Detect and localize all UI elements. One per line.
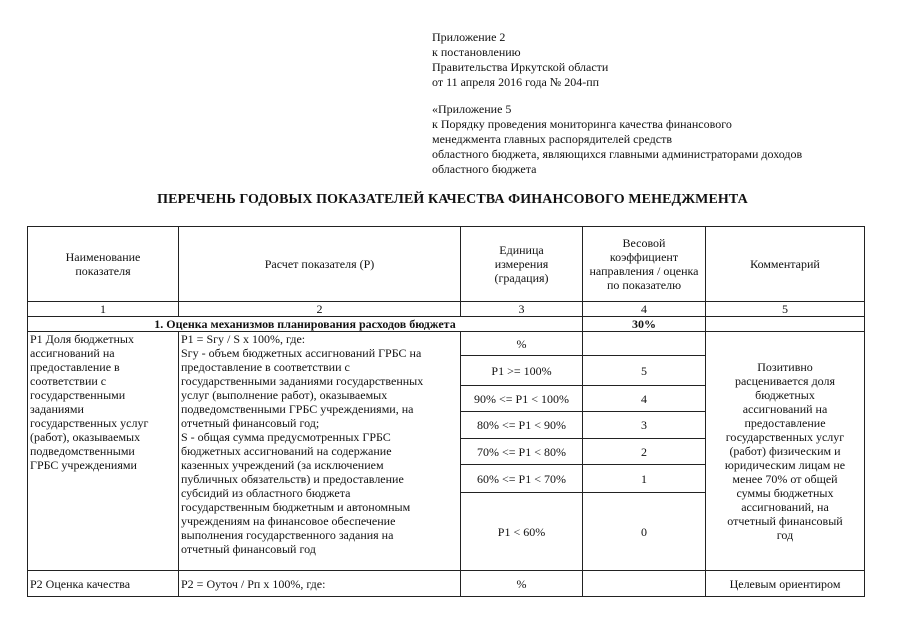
appendix5-line1: «Приложение 5 (432, 102, 512, 116)
p2-weight-empty (583, 571, 706, 597)
p1-gradation-range: Р1 >= 100% (461, 356, 583, 386)
appendix2-line2: к постановлению (432, 45, 521, 59)
p2-comment: Целевым ориентиром (706, 571, 865, 597)
p1-gradation-score: 0 (583, 493, 706, 571)
p1-gradation-score: 2 (583, 439, 706, 465)
section1-row (28, 317, 865, 332)
appendix5-line5: областного бюджета (432, 162, 537, 176)
table-header-row (28, 227, 865, 302)
section1-title: 1. Оценка механизмов планирования расходов бюджета (28, 317, 583, 332)
header-calc: Расчет показателя (Р) (179, 227, 461, 302)
p1-gradation-range: 80% <= Р1 < 90% (461, 412, 583, 439)
column-number-3: 3 (461, 302, 583, 317)
p1-comment: Позитивно расценивается доля бюджетных ассигнований на предоставление государственных услуг (работ) физическим и юридическим лицам не менее 70% от общей суммы бюджетных ассигнований, на отчетный финансовый год (706, 332, 865, 571)
column-number-5: 5 (706, 302, 865, 317)
p1-unit-label: % (461, 332, 583, 356)
p1-gradation-score: 5 (583, 356, 706, 386)
header-spacer (432, 90, 892, 102)
document-title: ПЕРЕЧЕНЬ ГОДОВЫХ ПОКАЗАТЕЛЕЙ КАЧЕСТВА ФИНАНСОВОГО МЕНЕДЖМЕНТА (157, 192, 748, 207)
p1-row (28, 332, 865, 356)
appendix5-line2: к Порядку проведения мониторинга качества финансового (432, 117, 732, 131)
section1-empty (706, 317, 865, 332)
column-number-2: 2 (179, 302, 461, 317)
appendix2-line4: от 11 апреля 2016 года № 204-пп (432, 75, 600, 89)
p1-gradation-range: Р1 < 60% (461, 493, 583, 571)
appendix5-line4: областного бюджета, являющихся главными администраторами доходов (432, 147, 803, 161)
section1-weight: 30% (583, 317, 706, 332)
p1-gradation-range: 70% <= Р1 < 80% (461, 439, 583, 465)
p1-gradation-score: 4 (583, 386, 706, 412)
header-weight: Весовой коэффициент направления / оценка по показателю (583, 227, 706, 302)
p2-name: Р2 Оценка качества (28, 571, 179, 597)
p2-calc: P2 = Оуточ / Рп x 100%, где: (179, 571, 461, 597)
p1-name: Р1 Доля бюджетных ассигнований на предоставление в соответствии с государственными заданиями государственных услуг (работ), оказываемых подведомственными ГРБС учреждениями (28, 332, 179, 571)
column-numbers-row (28, 302, 865, 317)
p1-gradation-score: 1 (583, 465, 706, 493)
p2-unit-label: % (461, 571, 583, 597)
indicators-table (27, 226, 865, 597)
appendix-header (432, 30, 892, 177)
column-number-4: 4 (583, 302, 706, 317)
header-name: Наименование показателя (28, 227, 179, 302)
p1-unit-weight-empty (583, 332, 706, 356)
appendix2-line1: Приложение 2 (432, 30, 506, 44)
p2-row (28, 571, 865, 597)
appendix2-line3: Правительства Иркутской области (432, 60, 609, 74)
p1-gradation-score: 3 (583, 412, 706, 439)
p1-calc: P1 = Sгу / S x 100%, где: Sгу - объем бюджетных ассигнований ГРБС на предоставление в соответствии с государственными заданиями государственных услуг (выполнение работ), оказываемых подведомственными ГРБС учреждениями, на отчетный финансовый год; S - общая сумма предусмотренных ГРБС бюджетных ассигнований на содержание казенных учреждений (за исключением публичных обязательств) и предоставление субсидий из областного бюджета государственным бюджетным и автономным учреждениям на финансовое обеспечение выполнения государственного задания на отчетный финансовый год (179, 332, 461, 571)
column-number-1: 1 (28, 302, 179, 317)
p1-gradation-range: 60% <= Р1 < 70% (461, 465, 583, 493)
appendix5-line3: менеджмента главных распорядителей средств (432, 132, 673, 146)
p1-gradation-range: 90% <= Р1 < 100% (461, 386, 583, 412)
header-comment: Комментарий (706, 227, 865, 302)
header-unit: Единица измерения (градация) (461, 227, 583, 302)
